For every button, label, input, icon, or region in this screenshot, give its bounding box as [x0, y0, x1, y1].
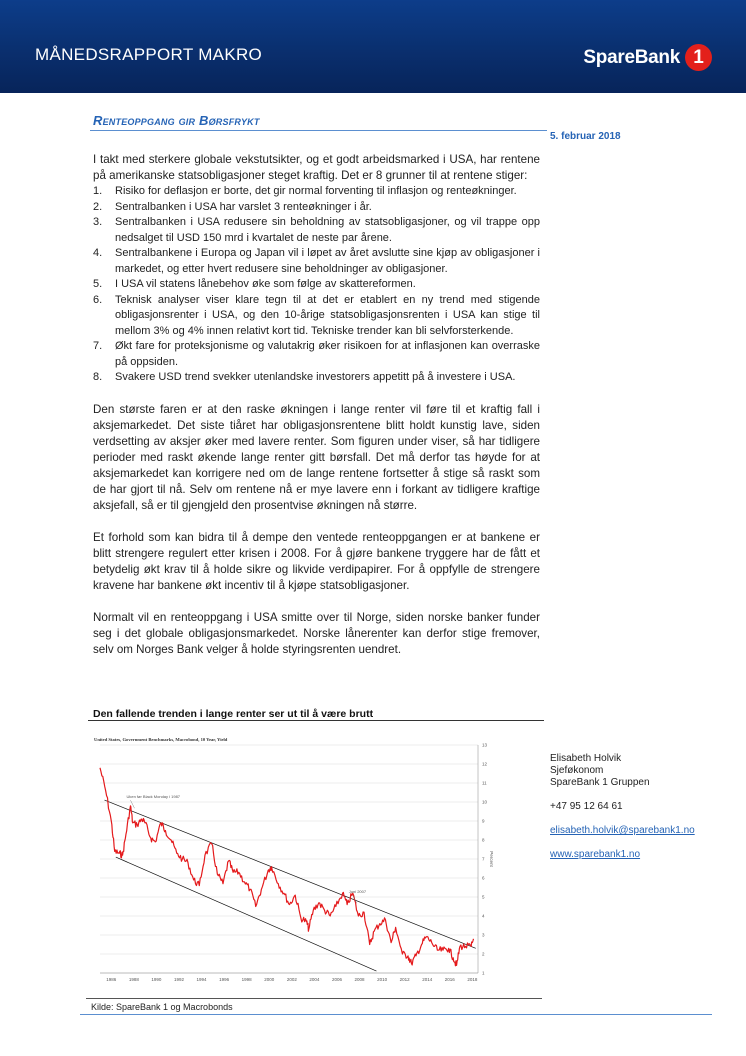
intro-paragraph: I takt med sterkere globale vekstutsikter, og et godt arbeidsmarked i USA, har rentene på amerikanske statsobligasjoner steget kraftig. Det er 8 grunner til at rentene stiger: [93, 153, 540, 182]
y-tick-label: 1 [482, 970, 485, 976]
annotation-label: Juni 2007 [348, 889, 367, 895]
chart-bottom-rule [86, 998, 542, 999]
brand-badge-icon: 1 [685, 44, 712, 71]
x-axis-ticks [106, 977, 478, 982]
y-tick-label: 2 [482, 951, 485, 957]
y-tick-label: 12 [482, 761, 488, 767]
list-item [93, 246, 540, 277]
contact-role: Sjeføkonom [550, 765, 604, 776]
x-tick-label: 1996 [219, 977, 230, 982]
website-link[interactable]: www.sparebank1.no [550, 849, 641, 860]
list-text: Svakere USD trend svekker utenlandske investorers appetitt på å investere i USA. [115, 371, 516, 383]
list-text: Sentralbanken i USA har varslet 3 renteøkninger i år. [115, 200, 372, 213]
list-text: Sentralbanken i USA redusere sin beholdning av statsobligasjoner, og vil trappe opp nedsalget til USD 150 mrd i kvartalet de neste par årene. [115, 216, 540, 244]
contact-email-link[interactable]: elisabeth.holvik@sparebank1.no [550, 825, 695, 836]
y-tick-label: 13 [482, 742, 488, 748]
list-item [93, 293, 540, 340]
contact-phone: +47 95 12 64 61 [550, 801, 623, 812]
y-tick-label: 5 [482, 894, 485, 900]
x-tick-label: 2010 [377, 977, 388, 982]
chart-annotations [126, 794, 366, 903]
list-number: 2. [93, 200, 103, 213]
y-axis-label: Percent [489, 851, 494, 867]
list-text: I USA vil statens lånebehov øke som følge av skattereformen. [115, 278, 416, 290]
y-axis-ticks [482, 743, 488, 976]
x-tick-label: 1988 [128, 977, 139, 982]
article-title: Renteoppgang gir Børsfrykt [93, 113, 260, 128]
x-tick-label: 2012 [399, 977, 410, 982]
chart-heading: Den fallende trenden i lange renter ser ut til å være brutt [93, 708, 374, 720]
x-tick-label: 1994 [196, 977, 207, 982]
list-item [93, 200, 540, 216]
chart-heading-rule [88, 720, 544, 721]
list-number: 8. [93, 371, 103, 383]
list-number: 3. [93, 216, 103, 228]
article-body [93, 152, 540, 658]
chart-source: Kilde: SpareBank 1 og Macrobonds [91, 1002, 233, 1012]
x-tick-label: 2006 [331, 977, 342, 982]
report-title: MÅNEDSRAPPORT MAKRO [35, 45, 263, 64]
list-item [93, 339, 540, 370]
sparebank1-logo [583, 44, 712, 71]
y-tick-label: 6 [482, 875, 485, 881]
list-item [93, 370, 540, 386]
y-tick-label: 8 [482, 837, 485, 843]
norway-paragraph: Normalt vil en renteoppgang i USA smitte over til Norge, siden norske banker funder seg i det globale obligasjonsmarkedet. Norske lånerenter kan derfor stige fremover, selv om Norges Bank velger å holde styringsrenten uendret. [93, 610, 540, 656]
list-text: Økt fare for proteksjonisme og valutakrig øker risikoen for at inflasjonen kan overraske på oppsiden. [115, 340, 540, 368]
y-tick-label: 7 [482, 856, 485, 862]
x-tick-label: 1990 [151, 977, 162, 982]
y-tick-label: 9 [482, 818, 485, 824]
brand-wordmark: SpareBank [583, 46, 680, 68]
list-text: Teknisk analyser viser klare tegn til at det er etablert en ny trend med stigende obligasjonsrenter i USA, og den 10-årige statsobligasjonsrenten i USA kan stige til mellom 3% og 4% innen relativt kort tid. Tekniske trender kan bli selvforsterkende. [115, 293, 540, 337]
contact-block [550, 753, 695, 861]
x-tick-label: 2002 [286, 977, 297, 982]
x-tick-label: 1986 [106, 977, 117, 982]
risk-paragraph: Den største faren er at den raske økningen i lange renter vil føre til et kraftig fall i aksjemarkedet. Det siste tiåret har obligasjonsrentene blitt holdt kunstig lave, siden verdsetting av aksjer øker med lavere renter. Som figuren under viser, så har tidligere perioder med raskt økende lange renter gitt børsfall. Det må derfor tas høyde for at aksjemarkedet kan korrigere ned om de lange rentene fortsetter å stige så raskt som de har gjort til nå. Selv om rentene nå er mye lavere enn i forkant av tidligere kraftige aksjefall, så er til gjengjeld den prosentvise økningen nå større. [93, 402, 540, 512]
title-divider [90, 130, 547, 131]
chart-grid [100, 745, 478, 973]
list-text: Risiko for deflasjon er borte, det gir normal forventing til inflasjon og renteøkninger. [115, 185, 517, 197]
x-tick-label: 2014 [422, 977, 433, 982]
x-tick-label: 2008 [354, 977, 365, 982]
annotation-label: Uken før Black Monday i 1987 [126, 794, 181, 800]
footer-divider [80, 1014, 712, 1015]
x-tick-label: 1992 [173, 977, 184, 982]
x-tick-label: 2016 [444, 977, 455, 982]
trend-lines [105, 800, 476, 971]
contact-name: Elisabeth Holvik [550, 753, 622, 764]
list-number: 6. [93, 293, 103, 306]
list-item [93, 215, 540, 246]
y-tick-label: 11 [482, 780, 487, 786]
reasons-list [93, 184, 540, 386]
yield-chart [86, 727, 494, 997]
list-number: 7. [93, 340, 103, 352]
list-number: 5. [93, 278, 103, 290]
x-tick-label: 2018 [467, 977, 478, 982]
y-tick-label: 3 [482, 932, 485, 938]
x-tick-label: 1998 [241, 977, 252, 982]
list-text: Sentralbankene i Europa og Japan vil i løpet av året avslutte sine kjøp av obligasjoner i markedet, og etter hvert redusere sine beholdninger av obligasjoner. [115, 247, 540, 275]
chart-title: United States, Government Benchmarks, Macrobond, 10 Year, Yield [94, 737, 228, 742]
y-tick-label: 10 [482, 799, 488, 805]
list-item [93, 184, 540, 200]
list-number: 1. [93, 185, 103, 197]
regulation-paragraph: Et forhold som kan bidra til å dempe den ventede renteoppgangen er at bankene er blitt strengere regulert etter krisen i 2008. For å gjøre bankene tryggere har de fått et betydelig økt krav til å holde sikre og likvide verdipapirer. For å oppfylle de strengere kravene har bankene økt incentiv til å kjøpe statsobligasjoner. [93, 530, 540, 592]
y-tick-label: 4 [482, 913, 485, 919]
list-number: 4. [93, 247, 103, 259]
publication-date: 5. februar 2018 [550, 131, 621, 142]
x-tick-label: 2004 [309, 977, 320, 982]
list-item [93, 277, 540, 293]
trend-line [105, 800, 476, 948]
contact-org: SpareBank 1 Gruppen [550, 777, 650, 788]
x-tick-label: 2000 [264, 977, 275, 982]
report-header [0, 0, 746, 93]
